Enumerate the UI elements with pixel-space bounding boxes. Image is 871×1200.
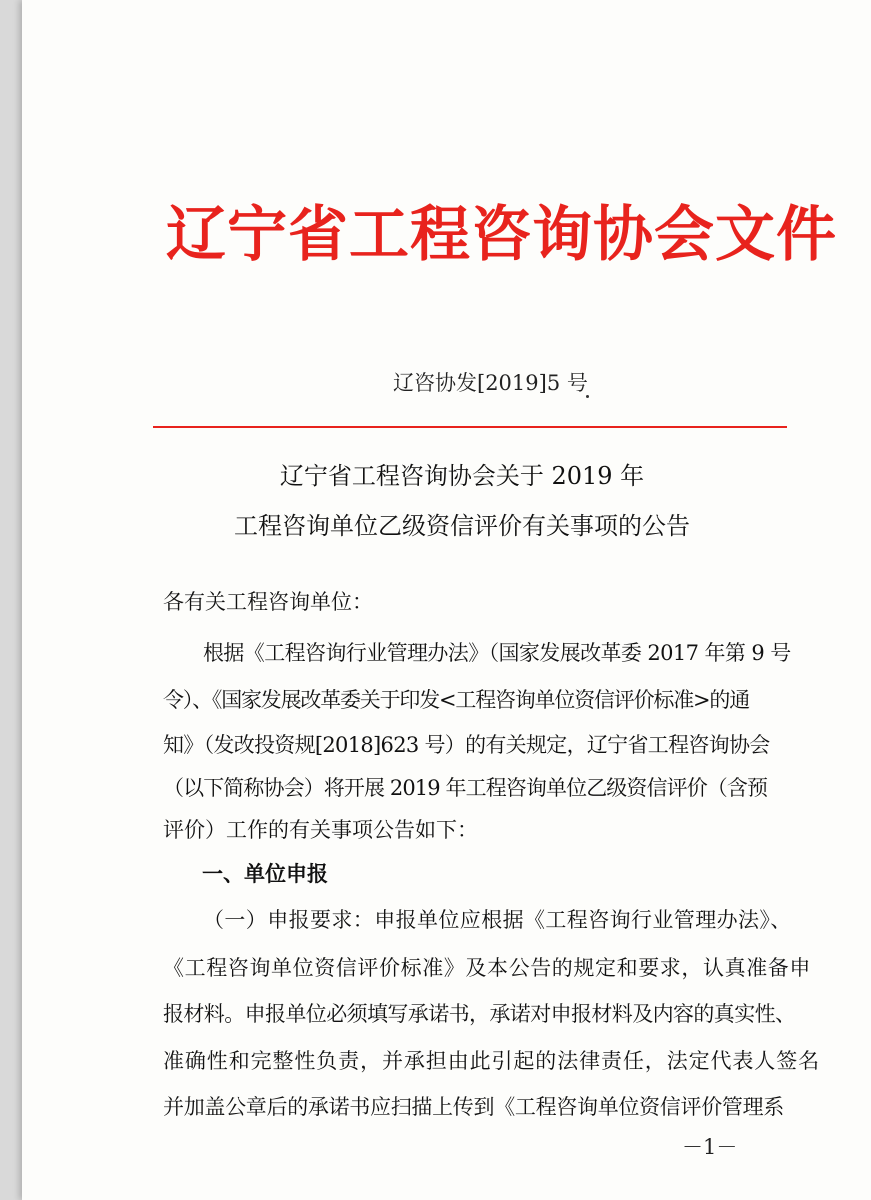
header-divider <box>153 426 787 428</box>
paragraph-1-line: 根据《工程咨询行业管理办法》（国家发展改革委 2017 年第 9 号 <box>203 641 791 665</box>
org-document-title: 辽宁省工程咨询协会文件 <box>166 200 837 270</box>
paragraph-2-line: 并加盖公章后的承诺书应扫描上传到《工程咨询单位资信评价管理系 <box>163 1095 784 1119</box>
paragraph-2-line: 准确性和完整性负责，并承担由此引起的法律责任，法定代表人签名 <box>163 1049 820 1073</box>
paragraph-1-line: 评价）工作的有关事项公告如下： <box>163 818 478 842</box>
notice-title-line-1: 辽宁省工程咨询协会关于 2019 年 <box>279 462 645 490</box>
scan-speck <box>586 395 589 398</box>
document-page <box>22 0 871 1200</box>
section-heading: 一、单位申报 <box>202 861 328 886</box>
paragraph-2-line: （一）申报要求：申报单位应根据《工程咨询行业管理办法》、 <box>203 908 792 932</box>
notice-title-line-2: 工程咨询单位乙级资信评价有关事项的公告 <box>234 512 690 540</box>
salutation: 各有关工程咨询单位： <box>163 590 373 614</box>
document-number: 辽咨协发[2019]5 号 <box>393 371 588 395</box>
page-number: －1－ <box>682 1135 738 1159</box>
paragraph-2-line: 《工程咨询单位资信评价标准》及本公告的规定和要求，认真准备申 <box>163 956 811 980</box>
paragraph-1-line: 令）、《国家发展改革委关于印发<工程咨询单位资信评价标准>的通 <box>163 688 749 712</box>
paragraph-1-line: （以下简称协会）将开展 2019 年工程咨询单位乙级资信评价（含预 <box>163 776 768 800</box>
paragraph-2-line: 报材料。申报单位必须填写承诺书，承诺对申报材料及内容的真实性、 <box>163 1002 796 1026</box>
paragraph-1-line: 知》（发改投资规[2018]623 号）的有关规定，辽宁省工程咨询协会 <box>163 733 770 757</box>
